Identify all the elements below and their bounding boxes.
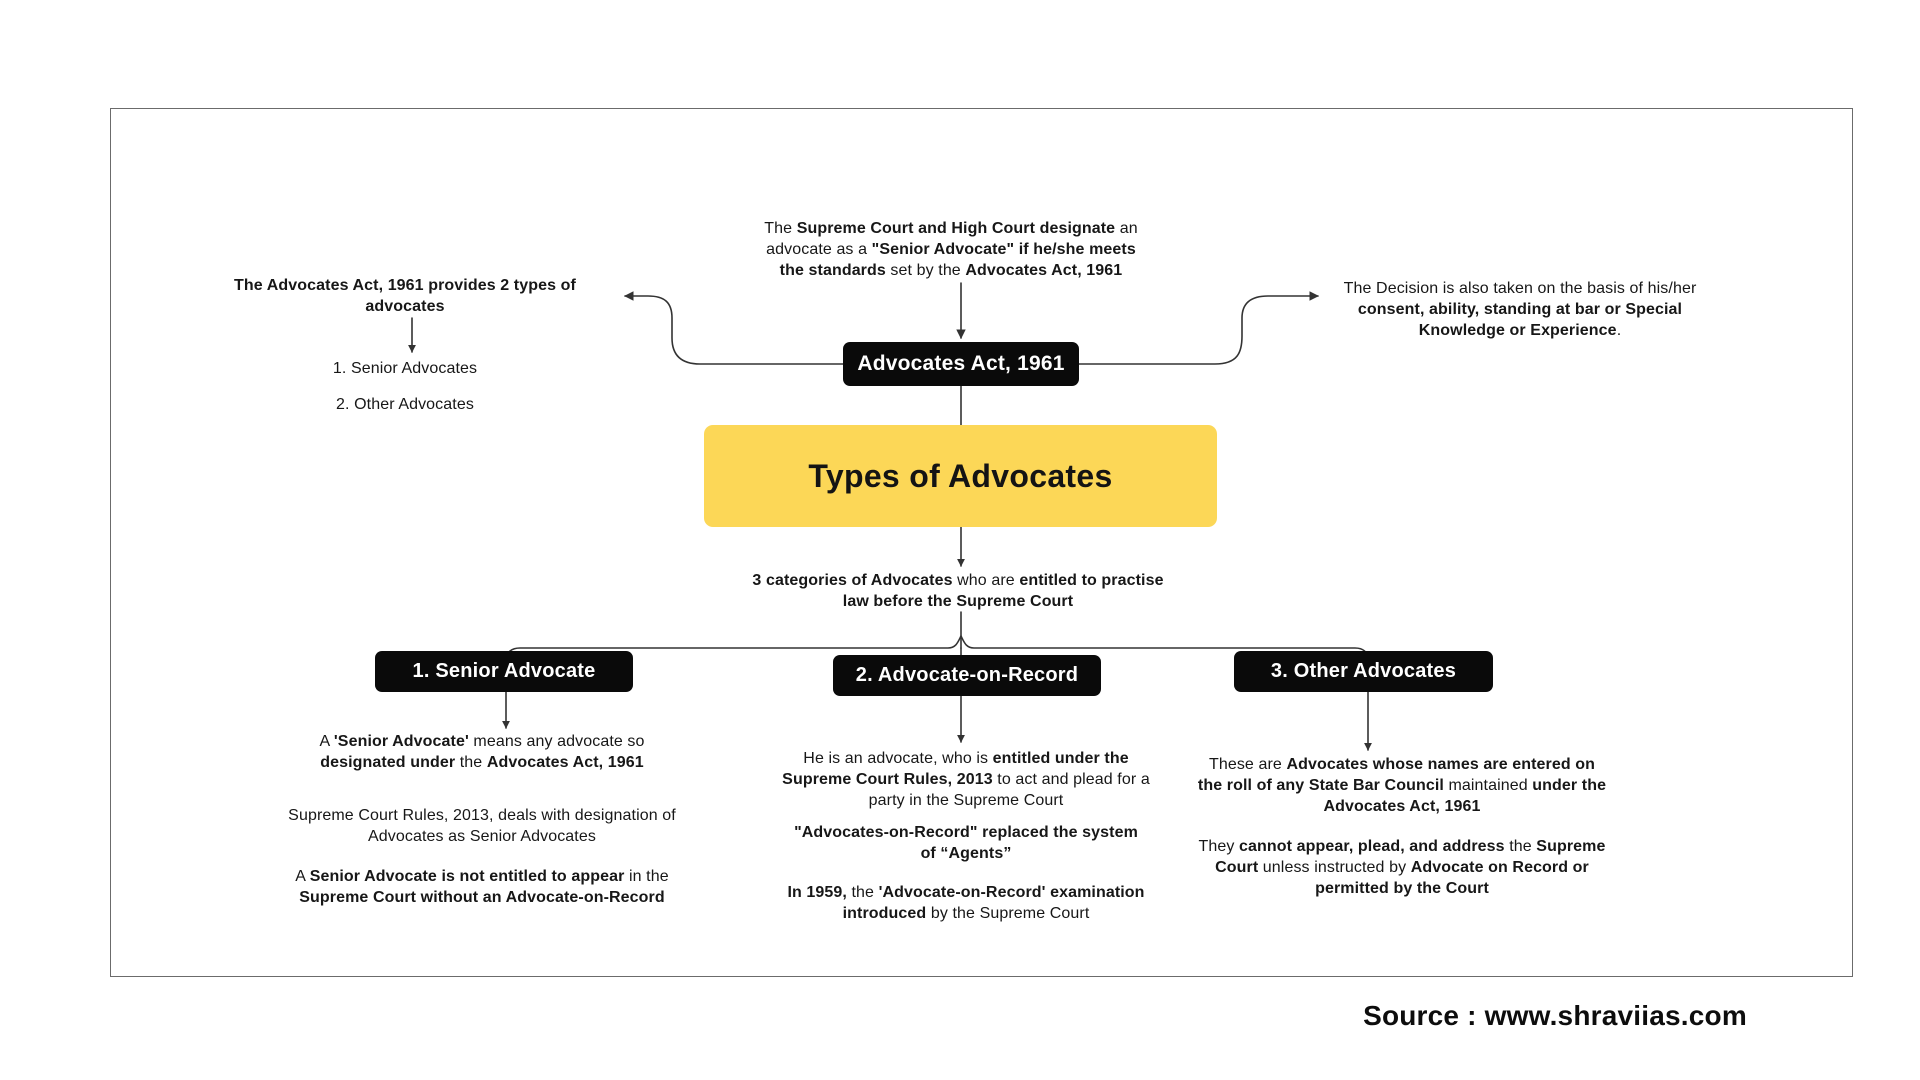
node-senior-advocate[interactable]: 1. Senior Advocate <box>375 651 633 692</box>
node-advocate-on-record[interactable]: 2. Advocate-on-Record <box>833 655 1101 696</box>
note-three-categories: 3 categories of Advocates who are entitled to practise law before the Supreme Court <box>752 572 1164 611</box>
node-types-of-advocates[interactable]: Types of Advocates <box>704 425 1217 527</box>
senior-advocate-point-3: A Senior Advocate is not entitled to appear in the Supreme Court without an Advocate-on-Record <box>295 868 669 907</box>
other-advocates-point-2: They cannot appear, plead, and address the Supreme Court unless instructed by Advocate on Record or permitted by the Court <box>1198 838 1606 898</box>
node-advocates-act-1961[interactable]: Advocates Act, 1961 <box>843 342 1079 386</box>
senior-advocate-point-1: A 'Senior Advocate' means any advocate so designated under the Advocates Act, 1961 <box>319 733 645 772</box>
other-advocates-point-1: These are Advocates whose names are entered on the roll of any State Bar Council maintained under the Advocates Act, 1961 <box>1197 756 1607 816</box>
advocate-on-record-point-3: In 1959, the 'Advocate-on-Record' examination introduced by the Supreme Court <box>787 884 1145 923</box>
senior-advocate-point-2: Supreme Court Rules, 2013, deals with designation of Advocates as Senior Advocates <box>288 807 676 846</box>
node-other-advocates[interactable]: 3. Other Advocates <box>1234 651 1493 692</box>
note-decision-basis: The Decision is also taken on the basis of his/her consent, ability, standing at bar or Special Knowledge or Experience. <box>1343 280 1697 340</box>
source-attribution: Source : www.shraviias.com <box>1363 1000 1747 1031</box>
advocate-on-record-point-1: He is an advocate, who is entitled under the Supreme Court Rules, 2013 to act and plead for a party in the Supreme Court <box>782 750 1150 810</box>
list-item-other-advocates: 2. Other Advocates <box>336 396 474 413</box>
note-two-types-heading: The Advocates Act, 1961 provides 2 types of advocates <box>234 277 576 316</box>
list-item-senior-advocates: 1. Senior Advocates <box>332 360 478 377</box>
advocate-on-record-point-2: "Advocates-on-Record" replaced the system of “Agents” <box>794 824 1138 863</box>
note-designation-standards: The Supreme Court and High Court designate an advocate as a "Senior Advocate" if he/she meets the standards set by the Advocates Act, 1961 <box>764 220 1138 280</box>
